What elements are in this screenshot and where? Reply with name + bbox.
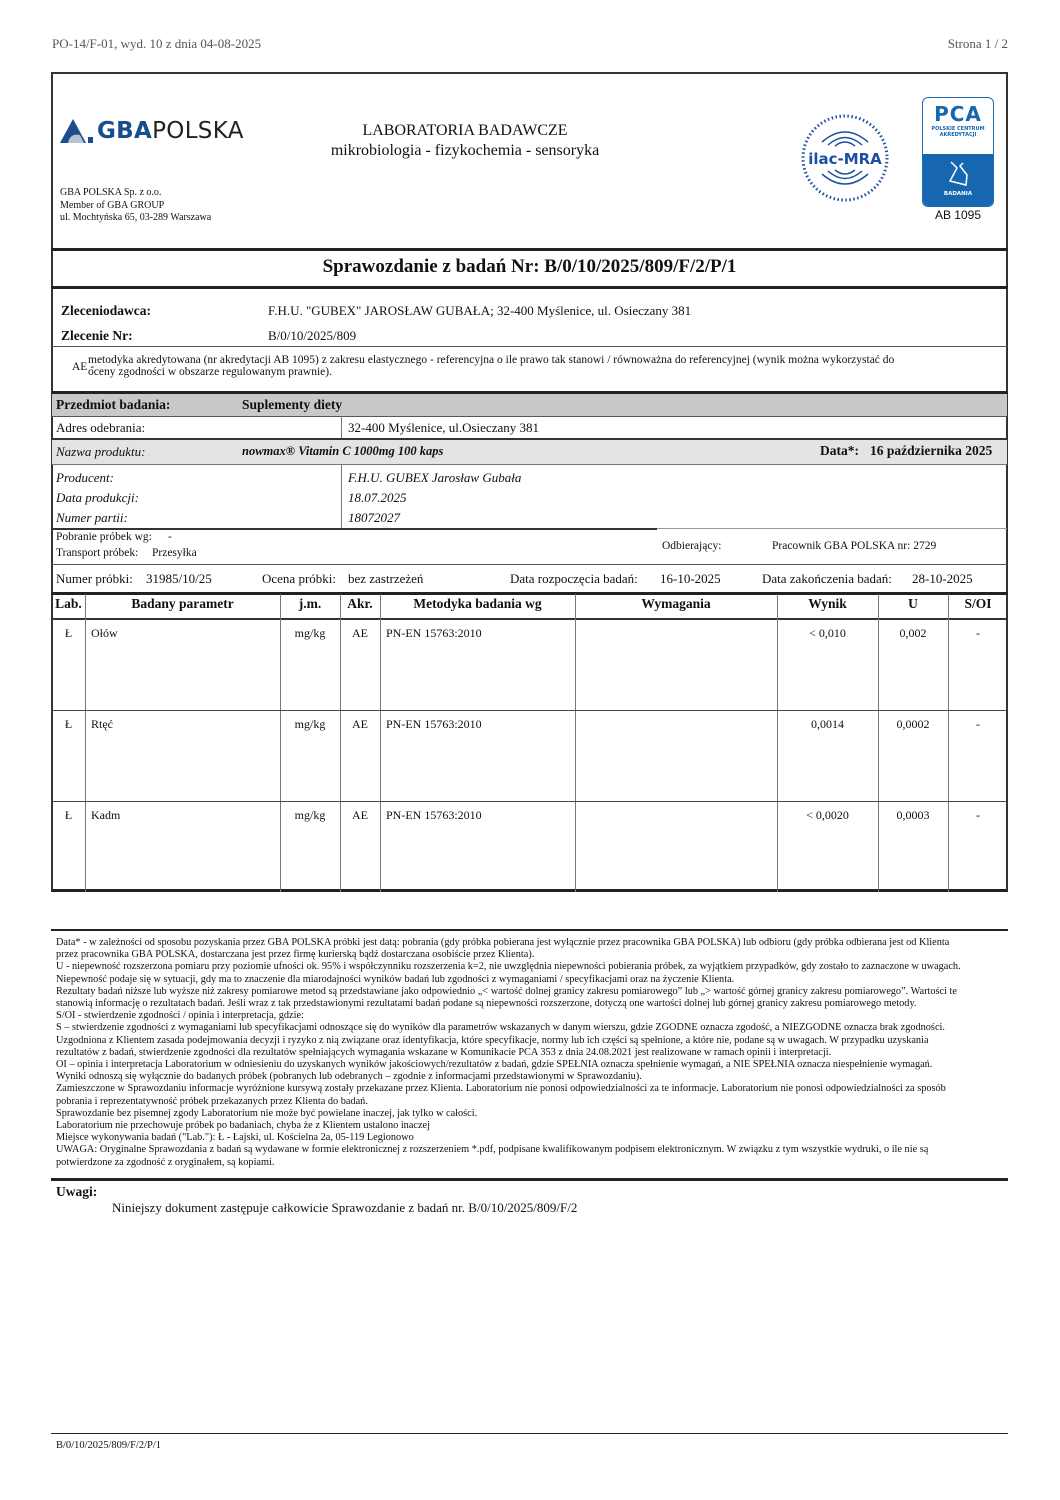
cell-uncertainty: 0,0003 [896,808,930,822]
ilac-mra-logo [800,112,890,204]
cell-result: < 0,010 [809,626,846,640]
footnote-line: OI – opinia i interpretacja Laboratorium w odniesieniu do uzyskanych wyników jakościowych/rezultatów z badań, gdzie SPEŁNIA oznacza spełnienie wymagań, a NIE SPEŁNIA oznacza niespełnienie wymagań. [56,1059,933,1071]
company-line: ul. Mochtyńska 65, 03-289 Warszawa [60,212,212,223]
assessment-label: Ocena próbki: [262,571,337,586]
column-divider [85,594,86,892]
cell-method: PN-EN 15763:2010 [386,626,482,640]
header-uncertainty: U [908,596,918,611]
footnote-line: S/OI - stwierdzenie zgodności / opinia i interpretacja, gdzie: [56,1010,304,1022]
cell-parameter: Ołów [91,626,118,640]
producer-label: Producent: [56,470,114,485]
footnote-line: Miejsce wykonywania badań ("Lab."): Ł - Łajski, ul. Kościelna 2a, 05-119 Legionowo [56,1132,414,1144]
transport-value: Przesyłka [152,547,197,559]
cell-method: PN-EN 15763:2010 [386,808,482,822]
order-value: B/0/10/2025/809 [268,328,357,343]
pca-title: PCA [934,102,982,126]
page-number: Strona 1 / 2 [947,36,1008,51]
production-date-value: 18.07.2025 [348,490,407,505]
footnote-line: UWAGA: Oryginalne Sprawozdania z badań są wydawane w formie elektronicznej z rozszerzeniem *.pdf, podpisane kwalifikowanym podpisem elektronicznym. W związku z tym wszystkie wydruki, o ile nie są [56,1144,929,1156]
header-parameter: Badany parametr [131,596,234,611]
production-date-label: Data produkcji: [56,490,139,505]
footnote-line: stanowią informację o rezultatach badań. Jeśli wraz z tak przedstawionymi rezultatami badań podane są niepewności rozszerzone, dotyczą one wartości dolnej lub górnej granicy zakresu pomiarowego metody. [56,998,917,1010]
client-label: Zleceniodawca: [61,303,151,318]
product-value: nowmax® Vitamin C 1000mg 100 kaps [242,444,444,458]
company-info [60,187,211,225]
footnote-line: potwierdzone za zgodność z oryginałem, są kopiami. [56,1156,275,1168]
subject-label: Przedmiot badania: [56,397,171,412]
product-row [52,440,1007,464]
cell-soi: - [976,808,980,822]
cell-accreditation: AE [352,808,368,822]
divider [51,1178,1008,1181]
gba-triangle-logo-icon [60,118,94,144]
end-date-label: Data zakończenia badań: [762,571,892,586]
header-accreditation: Akr. [347,596,373,611]
address-value: 32-400 Myślenice, ul.Osieczany 381 [348,420,539,435]
footnote-line: Sprawozdanie bez pisemnej zgody Laboratorium nie może być powielane inaczej, jak tylko w całości. [56,1107,478,1119]
cell-result: 0,0014 [811,717,844,731]
producer-value: F.H.U. GUBEX Jarosław Gubała [348,470,522,485]
logo-light: POLSKA [152,118,244,144]
cell-result: < 0,0020 [806,808,849,822]
footnote-line: Rezultaty badań niższe lub wyższe niż zakresy pomiarowe metod są przedstawiane jako odpowiednio „< wartość dolnej granicy zakresu pomiarowego” lub „> wartość górnej granicy zakresu pomiarowego”. Wartości te [56,985,957,997]
cell-soi: - [976,626,980,640]
cell-unit: mg/kg [294,626,326,640]
ae-line: oceny zgodności w obszarze regulowanym prawnie). [88,366,332,378]
divider [52,528,657,530]
logo-bold: GBA [97,118,153,144]
cell-unit: mg/kg [294,808,326,822]
sampling-label: Pobranie próbek wg: [56,531,152,543]
flask-icon [945,159,971,189]
ae-description [88,354,1008,378]
sample-number-label: Numer próbki: [56,571,133,586]
sampling-value: - [168,531,172,543]
column-divider [575,594,576,892]
subject-row [52,394,1007,416]
remarks-label: Uwagi: [56,1184,98,1199]
assessment-value: bez zastrzeżeń [348,571,424,586]
lab-title-block [300,121,630,161]
lab-subtitle: mikrobiologia - fizykochemia - sensoryka [330,142,600,159]
row-divider [52,801,1007,802]
cell-method: PN-EN 15763:2010 [386,717,482,731]
pca-line1: POLSKIE CENTRUM [931,126,985,132]
batch-label: Numer partii: [56,510,128,525]
cell-uncertainty: 0,0002 [896,717,930,731]
remarks-text: Niniejszy dokument zastępuje całkowicie Sprawozdanie z badań nr. B/0/10/2025/809/F/2 [112,1200,578,1215]
cell-unit: mg/kg [294,717,326,731]
divider [341,464,342,528]
footnote-line: Data* - w zależności od sposobu pozyskania przez GBA POLSKA próbki jest datą: pobrania (gdy próbka pobierana jest wyłącznie przez pracownika GBA POLSKA) lub odbioru (gdy próbka odbierana jest od Klienta [56,937,950,948]
ae-code: AE - [72,361,95,373]
footnote-line: Uzgodniona z Klientem zasada podejmowania decyzji i ryzyko z nią związane oraz identyfikacja, które specyfikacje, normy lub ich części są spełnione, a które nie, podane są w uwagach. W przypadku uzyskania [56,1034,929,1046]
receiver-value: Pracownik GBA POLSKA nr: 2729 [772,540,937,552]
sample-date-label: Data*: [820,443,859,458]
table-top-border [51,592,1008,595]
row-divider [52,710,1007,711]
start-date-label: Data rozpoczęcia badań: [510,571,638,586]
footnote-line: przez pracownika GBA POLSKA, dostarczana jest przez firmę kurierską bądź dostarczana osobiście przez Klienta). [56,949,535,961]
footnote-line: Laboratorium nie przechowuje próbek po badaniach, chyba że z Klientem ustalono inaczej [56,1120,430,1132]
gba-logo [60,118,244,144]
footnote-line: Zamieszczone w Sprawozdaniu informacje wyróżnione kursywą zostały przekazane przez Klienta. Laboratorium nie ponosi odpowiedzialności za te informacje. Laboratorium nie ponosi odpowiedzialności za sposób [56,1083,946,1095]
ae-line: metodyka akredytowana (nr akredytacji AB 1095) z zakresu elastycznego - referencyjna o ile prawo tak stanowi / równoważna do referencyjnej (wynik można wykorzystać do [88,354,895,366]
footnotes [56,937,1006,1169]
divider [51,1433,1008,1434]
pca-line2: AKREDYTACJI [939,132,977,138]
report-title: Sprawozdanie z badań Nr: B/0/10/2025/809/F/2/P/1 [322,256,737,277]
address-label: Adres odebrania: [56,420,146,435]
cell-lab: Ł [64,808,73,822]
pca-accreditation-badge [922,97,994,207]
cell-soi: - [976,717,980,731]
footnote-line: Niepewność podaje się w sytuacji, gdy ma to znaczenie dla miarodajności wyników badań lub zgodności z wymaganiami / specyfikacjami oraz na życzenie Klienta. [56,973,735,985]
divider [52,346,1007,347]
header-method: Metodyka badania wg [413,596,542,611]
footnote-line: U - niepewność rozszerzona pomiaru przy poziomie ufności ok. 95% i współczynniku rozszerzenia k=2, nie uwzględnia niepewności pobierania próbek, za wyjątkiem przypadków, gdy zostało to zaznaczone w uwagach. [56,961,961,973]
subject-value: Suplementy diety [242,397,343,412]
accreditation-number: AB 1095 [934,208,982,222]
divider [52,564,1007,565]
footer-doc-id: B/0/10/2025/809/F/2/P/1 [56,1440,162,1451]
pca-badge-label: BADANIA [943,191,973,197]
divider [51,248,1008,251]
footnote-line: Wyniki odnoszą się wyłącznie do badanych próbek (pobranych lub odebranych – zgodnie z informacjami przedstawionymi w Sprawozdaniu). [56,1071,642,1083]
footnote-line: rezultatów z badań, stwierdzenie zgodności dla rezultatów spełniających wymagania wskazane w Komunikacie PCA 353 z dnia 24.08.2021 jest realizowane w ramach opinii i interpretacji. [56,1046,832,1058]
client-value: F.H.U. "GUBEX" JAROSŁAW GUBAŁA; 32-400 Myślenice, ul. Osieczany 381 [268,303,692,318]
cell-lab: Ł [64,717,73,731]
lab-title: LABORATORIA BADAWCZE [362,122,568,139]
receiver-label: Odbierający: [662,540,722,552]
header-requirements: Wymagania [641,596,711,611]
company-line: Member of GBA GROUP [60,199,165,211]
svg-text:ilac-MRA: ilac-MRA [808,150,882,168]
product-label: Nazwa produktu: [56,444,146,459]
divider [51,929,1008,931]
divider [341,416,342,438]
cell-parameter: Rtęć [91,717,113,731]
cell-accreditation: AE [352,626,368,640]
column-divider [380,594,381,892]
order-label: Zlecenie Nr: [61,328,133,343]
cell-accreditation: AE [352,717,368,731]
divider [52,416,1007,417]
sample-number-value: 31985/10/25 [146,571,212,586]
ilac-mra-icon [800,112,890,204]
header-result: Wynik [808,596,847,611]
cell-uncertainty: 0,002 [899,626,927,640]
sample-date-value: 16 października 2025 [870,443,993,458]
cell-lab: Ł [64,626,73,640]
footnote-line: pobrania i reprezentatywność próbek przekazanych przez Klienta do badań. [56,1095,368,1107]
end-date-value: 28-10-2025 [912,571,973,586]
divider [52,618,1007,620]
divider [657,528,1007,529]
divider [52,464,1007,465]
form-id: PO-14/F-01, wyd. 10 z dnia 04-08-2025 [52,36,262,51]
header-lab: Lab. [55,596,82,611]
batch-value: 18072027 [348,510,400,525]
company-line: GBA POLSKA Sp. z o.o. [60,187,162,198]
cell-parameter: Kadm [91,808,121,822]
start-date-value: 16-10-2025 [660,571,721,586]
transport-label: Transport próbek: [56,547,139,559]
header-unit: j.m. [298,596,322,611]
footnote-line: S – stwierdzenie zgodności z wymaganiami lub specyfikacjami odnoszące się do wyników dla parametrów wskazanych w danym wierszu, gdzie ZGODNE oznacza zgodość, a NIEZGODNE oznacza brak zgodności. [56,1022,945,1034]
header-soi: S/OI [964,596,992,611]
divider [51,286,1008,289]
